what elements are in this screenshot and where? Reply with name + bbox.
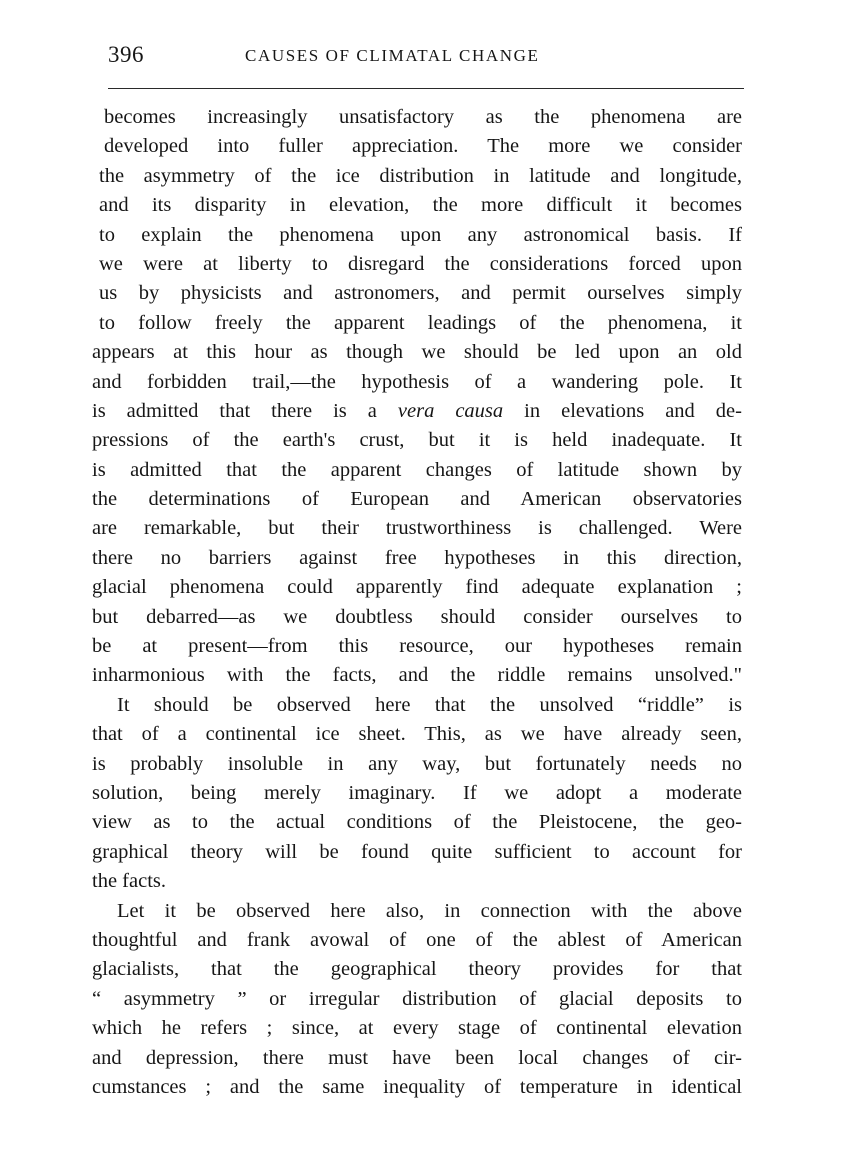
text-line: glacialists, that the geographical theory provides for that bbox=[92, 958, 742, 981]
text-line: is admitted that the apparent changes of latitude shown by bbox=[92, 458, 742, 481]
text-line: developed into fuller appreciation. The more we consider bbox=[104, 135, 742, 158]
text-line: the determinations of European and American observatories bbox=[92, 488, 742, 511]
text-line bbox=[92, 397, 742, 426]
text-line: glacial phenomena could apparently find adequate explanation ; bbox=[92, 576, 742, 599]
page-number: 396 bbox=[108, 42, 144, 67]
text-line: solution, being merely imaginary. If we adopt a moderate bbox=[92, 781, 742, 804]
text-line: the asymmetry of the ice distribution in latitude and longitude, bbox=[99, 164, 742, 187]
text-line: are remarkable, but their trustworthiness is challenged. Were bbox=[92, 517, 742, 540]
body-text bbox=[92, 103, 742, 1102]
text-line: us by physicists and astronomers, and permit ourselves simply bbox=[99, 282, 742, 305]
header-rule bbox=[108, 88, 744, 89]
text-line: view as to the actual conditions of the Pleistocene, the geo- bbox=[92, 811, 742, 834]
text-line: is probably insoluble in any way, but fortunately needs no bbox=[92, 752, 742, 775]
italic-phrase: vera causa bbox=[397, 399, 504, 422]
text-line: “ asymmetry ” or irregular distribution of glacial deposits to bbox=[92, 987, 742, 1010]
text-line: but debarred—as we doubtless should consider ourselves to bbox=[92, 605, 742, 628]
text-line: inharmonious with the facts, and the riddle remains unsolved." bbox=[92, 664, 742, 687]
text-line: we were at liberty to disregard the considerations forced upon bbox=[99, 252, 742, 275]
text-line: which he refers ; since, at every stage of continental elevation bbox=[92, 1017, 742, 1040]
running-head bbox=[108, 42, 744, 82]
text-line: be at present—from this resource, our hypotheses remain bbox=[92, 635, 742, 658]
text-line: It should be observed here that the unsolved “riddle” is bbox=[117, 693, 742, 716]
paragraph-2 bbox=[92, 691, 742, 897]
text-line: becomes increasingly unsatisfactory as the phenomena are bbox=[104, 106, 742, 128]
text-line: graphical theory will be found quite sufficient to account for bbox=[92, 840, 742, 863]
text-line: cumstances ; and the same inequality of temperature in identical bbox=[92, 1075, 742, 1098]
running-title: CAUSES OF CLIMATAL CHANGE bbox=[245, 46, 540, 65]
text-line: and its disparity in elevation, the more difficult it becomes bbox=[99, 194, 742, 217]
text-line: pressions of the earth's crust, but it is held inadequate. It bbox=[92, 429, 742, 452]
text-line: there no barriers against free hypotheses in this direction, bbox=[92, 546, 742, 569]
text-segment: in elevations and de- bbox=[503, 399, 742, 422]
text-segment: is admitted that there is a bbox=[92, 399, 398, 422]
text-line: to explain the phenomena upon any astronomical basis. If bbox=[99, 223, 742, 246]
text-line: thoughtful and frank avowal of one of the ablest of American bbox=[92, 928, 742, 951]
text-line: that of a continental ice sheet. This, as we have already seen, bbox=[92, 723, 742, 746]
text-line: and forbidden trail,—the hypothesis of a wandering pole. It bbox=[92, 370, 742, 393]
text-line: the facts. bbox=[92, 870, 166, 893]
text-line: and depression, there must have been local changes of cir- bbox=[92, 1046, 742, 1069]
paragraph-1 bbox=[92, 103, 742, 691]
paragraph-3 bbox=[92, 897, 742, 1103]
text-line: appears at this hour as though we should be led upon an old bbox=[92, 341, 742, 364]
text-line: Let it be observed here also, in connection with the above bbox=[117, 899, 742, 922]
text-line: to follow freely the apparent leadings of the phenomena, it bbox=[99, 311, 742, 334]
